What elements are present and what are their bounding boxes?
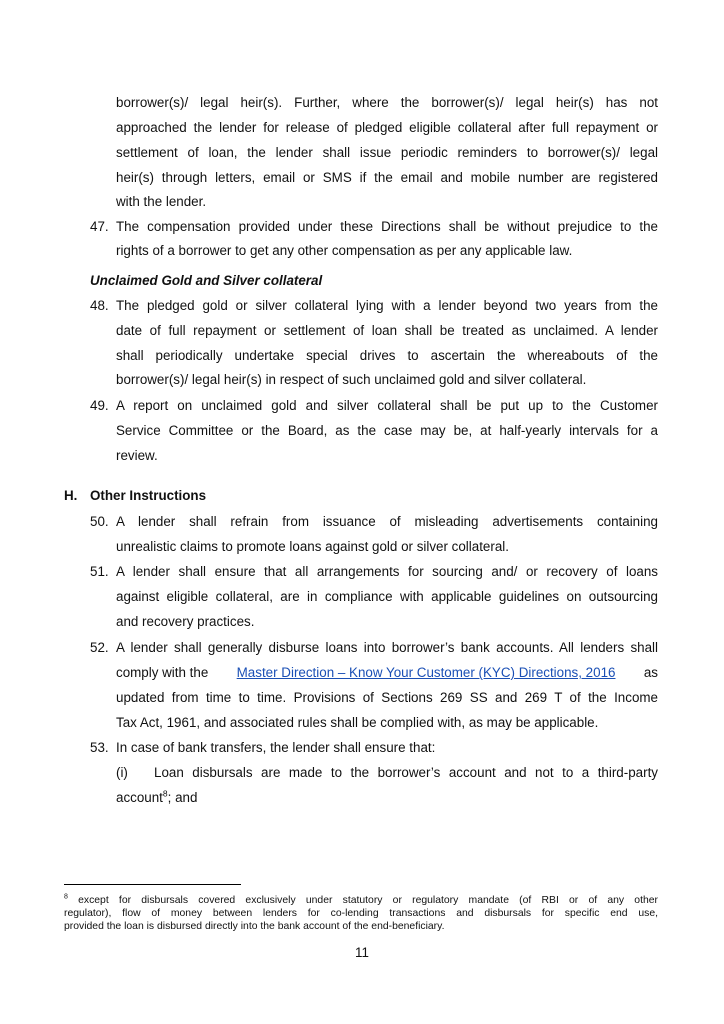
para-52-line-3: updated from time to time. Provisions of Sections 269 SS and 269 T of the Income [116, 690, 658, 705]
continuation-line-3: settlement of loan, the lender shall issue periodic reminders to borrower(s)/ legal [116, 145, 658, 160]
para-49-line-2: Service Committee or the Board, as the case may be, at half-yearly intervals for a [116, 423, 658, 438]
para-50-line-2: unrealistic claims to promote loans against gold or silver collateral. [116, 539, 509, 554]
item-i-line-2 [116, 790, 197, 806]
footnote-marker: 8 [64, 893, 68, 901]
para-51-line-2: against eligible collateral, are in compliance with applicable guidelines on outsourcing [116, 589, 658, 604]
para-49-line-3: review. [116, 448, 158, 463]
para-53-number: 53. [90, 740, 109, 755]
para-52-number: 52. [90, 640, 109, 655]
para-50-number: 50. [90, 514, 109, 529]
para-48-line-3: shall periodically undertake special drives to ascertain the whereabouts of the [116, 348, 658, 363]
para-51-line-1: A lender shall ensure that all arrangements for sourcing and/ or recovery of loans [116, 564, 658, 579]
continuation-line-1: borrower(s)/ legal heir(s). Further, where the borrower(s)/ legal heir(s) has not [116, 95, 658, 110]
footnote-separator [64, 884, 241, 885]
para-49-number: 49. [90, 398, 109, 413]
para-52-line-4: Tax Act, 1961, and associated rules shall be complied with, as may be applicable. [116, 715, 599, 730]
unclaimed-collateral-heading: Unclaimed Gold and Silver collateral [90, 273, 323, 288]
para-52-line-1: A lender shall generally disburse loans into borrower’s bank accounts. All lenders shall [116, 640, 658, 655]
para-48-line-1: The pledged gold or silver collateral lying with a lender beyond two years from the [116, 298, 658, 313]
kyc-master-direction-link[interactable]: Master Direction – Know Your Customer (KYC) Directions, 2016 [236, 665, 616, 680]
footnote-reference-8[interactable]: 8 [162, 788, 168, 799]
item-i-line-1: Loan disbursals are made to the borrower’s account and not to a third-party [154, 765, 658, 780]
para-52-line-2 [116, 665, 658, 681]
para-48-number: 48. [90, 298, 109, 313]
para-47-line-2: rights of a borrower to get any other compensation as per any applicable law. [116, 243, 573, 258]
footnote-line-1-text: except for disbursals covered exclusively under statutory or regulatory mandate (of RBI or of any other [67, 895, 658, 906]
para-49-line-1: A report on unclaimed gold and silver collateral shall be put up to the Customer [116, 398, 658, 413]
para-48-line-2: date of full repayment or settlement of loan shall be treated as unclaimed. A lender [116, 323, 658, 338]
para-52-line-2-lead: comply with the [116, 665, 213, 680]
section-h-label: H. [64, 488, 78, 503]
item-i-line-2-text: account [116, 790, 163, 805]
continuation-line-4: heir(s) through letters, email or SMS if the email and mobile number are registered [116, 170, 658, 185]
para-52-line-2-tail: as [640, 665, 658, 680]
para-48-line-4: borrower(s)/ legal heir(s) in respect of such unclaimed gold and silver collateral. [116, 372, 587, 387]
section-h-title: Other Instructions [90, 488, 207, 503]
para-47-line-1: The compensation provided under these Directions shall be without prejudice to the [116, 219, 658, 234]
page-number: 11 [355, 945, 369, 960]
item-i-line-2-tail: ; and [167, 790, 198, 805]
footnote-line-3: provided the loan is disbursed directly into the bank account of the end-beneficiary. [64, 921, 445, 932]
para-51-line-3: and recovery practices. [116, 614, 255, 629]
footnote-line-1 [64, 895, 658, 908]
para-50-line-1: A lender shall refrain from issuance of misleading advertisements containing [116, 514, 658, 529]
continuation-line-5: with the lender. [116, 194, 207, 209]
para-47-number: 47. [90, 219, 109, 234]
para-51-number: 51. [90, 564, 109, 579]
item-i-label: (i) [116, 765, 128, 780]
footnote-line-2: regulator), flow of money between lenders for co-lending transactions and disbursals for specific end use, [64, 908, 658, 919]
continuation-line-2: approached the lender for release of pledged eligible collateral after full repayment or [116, 120, 658, 135]
para-53-line-1: In case of bank transfers, the lender shall ensure that: [116, 740, 436, 755]
